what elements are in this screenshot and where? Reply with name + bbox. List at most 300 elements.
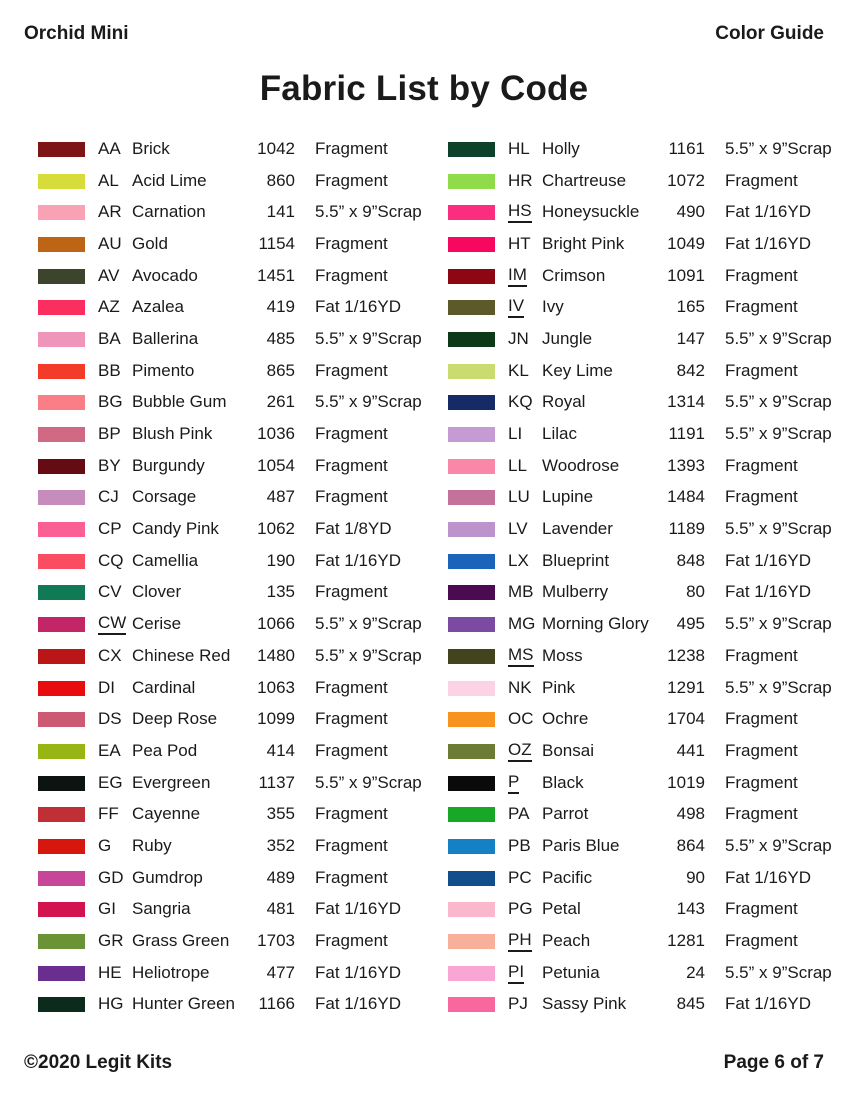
fabric-size: Fragment	[725, 645, 798, 665]
fabric-code: DS	[98, 709, 122, 729]
color-swatch	[38, 585, 85, 600]
color-swatch	[448, 997, 495, 1012]
fabric-number: 1036	[257, 424, 295, 444]
fabric-row	[38, 323, 430, 355]
fabric-name: Key Lime	[542, 360, 613, 380]
fabric-number: 141	[266, 202, 295, 222]
fabric-number: 1189	[668, 519, 705, 539]
page-title: Fabric List by Code	[259, 69, 589, 108]
color-swatch	[38, 490, 85, 505]
fabric-code: DI	[98, 677, 115, 697]
fabric-size: 5.5” x 9”Scrap	[725, 328, 832, 348]
fabric-code: IM	[508, 266, 527, 287]
fabric-size: Fat 1/16YD	[725, 233, 811, 253]
fabric-code: OC	[508, 709, 534, 729]
fabric-row	[448, 608, 840, 640]
fabric-number: 190	[266, 550, 295, 570]
fabric-row	[448, 862, 840, 894]
fabric-code: JN	[508, 328, 529, 348]
fabric-number: 1054	[257, 455, 295, 475]
fabric-row	[448, 767, 840, 799]
fabric-row	[38, 291, 430, 323]
fabric-size: Fragment	[315, 170, 388, 190]
fabric-row	[38, 925, 430, 957]
fabric-name: Petal	[542, 899, 581, 919]
color-swatch	[38, 776, 85, 791]
fabric-row	[38, 894, 430, 926]
color-swatch	[448, 459, 495, 474]
fabric-row	[448, 418, 840, 450]
fabric-code: BP	[98, 424, 121, 444]
fabric-size: Fragment	[315, 804, 388, 824]
fabric-number: 481	[266, 899, 295, 919]
fabric-code: EA	[98, 740, 121, 760]
fabric-code: AZ	[98, 297, 120, 317]
fabric-name: Chartreuse	[542, 170, 627, 190]
fabric-name: Holly	[542, 138, 580, 158]
fabric-name: Royal	[542, 392, 586, 412]
fabric-number: 864	[676, 835, 705, 855]
fabric-code: KQ	[508, 392, 533, 412]
fabric-size: Fragment	[725, 170, 798, 190]
fabric-number: 1099	[257, 709, 295, 729]
fabric-row	[38, 798, 430, 830]
fabric-row	[448, 355, 840, 387]
fabric-code: IV	[508, 297, 524, 318]
fabric-code: EG	[98, 772, 123, 792]
fabric-row	[448, 989, 840, 1021]
fabric-name: Peach	[542, 931, 591, 951]
fabric-column-left	[38, 133, 430, 1020]
fabric-code: BY	[98, 455, 121, 475]
fabric-name: Ivy	[542, 297, 564, 317]
color-swatch	[448, 174, 495, 189]
fabric-row	[448, 133, 840, 165]
fabric-name: Azalea	[132, 297, 184, 317]
color-swatch	[448, 490, 495, 505]
fabric-code: GR	[98, 931, 124, 951]
fabric-name: Gold	[132, 233, 168, 253]
fabric-number: 414	[266, 740, 295, 760]
color-swatch	[38, 807, 85, 822]
color-swatch	[448, 744, 495, 759]
fabric-size: Fat 1/16YD	[315, 962, 401, 982]
fabric-row	[448, 735, 840, 767]
color-swatch	[448, 522, 495, 537]
fabric-size: 5.5” x 9”Scrap	[315, 772, 422, 792]
fabric-name: Burgundy	[132, 455, 205, 475]
fabric-size: Fragment	[725, 709, 798, 729]
fabric-code: PB	[508, 835, 531, 855]
fabric-number: 1066	[257, 614, 295, 634]
fabric-code: LV	[508, 519, 528, 539]
fabric-size: Fragment	[725, 360, 798, 380]
fabric-code: AU	[98, 233, 122, 253]
color-swatch	[38, 997, 85, 1012]
fabric-size: Fragment	[315, 138, 388, 158]
fabric-row	[38, 608, 430, 640]
color-swatch	[38, 617, 85, 632]
fabric-size: 5.5” x 9”Scrap	[725, 424, 832, 444]
fabric-size: Fragment	[725, 931, 798, 951]
fabric-number: 495	[676, 614, 705, 634]
fabric-row	[448, 323, 840, 355]
color-swatch	[448, 142, 495, 157]
color-swatch	[38, 205, 85, 220]
fabric-row	[38, 355, 430, 387]
fabric-code: BA	[98, 328, 121, 348]
color-swatch	[448, 839, 495, 854]
fabric-name: Evergreen	[132, 772, 211, 792]
fabric-code: AA	[98, 138, 121, 158]
fabric-row	[38, 577, 430, 609]
fabric-size: Fat 1/16YD	[725, 994, 811, 1014]
fabric-code: HG	[98, 994, 124, 1014]
fabric-row	[38, 957, 430, 989]
fabric-size: Fat 1/16YD	[725, 867, 811, 887]
color-swatch	[448, 205, 495, 220]
fabric-row	[38, 450, 430, 482]
fabric-name: Clover	[132, 582, 182, 602]
fabric-code: BG	[98, 392, 123, 412]
color-swatch	[38, 142, 85, 157]
fabric-row	[448, 260, 840, 292]
fabric-size: Fat 1/16YD	[725, 582, 811, 602]
color-swatch	[38, 839, 85, 854]
color-swatch	[38, 174, 85, 189]
fabric-row	[448, 894, 840, 926]
fabric-size: Fragment	[725, 297, 798, 317]
fabric-code: BB	[98, 360, 121, 380]
fabric-name: Grass Green	[132, 931, 230, 951]
fabric-number: 848	[676, 550, 705, 570]
fabric-row	[448, 640, 840, 672]
color-swatch	[38, 934, 85, 949]
color-swatch	[38, 427, 85, 442]
fabric-name: Mulberry	[542, 582, 609, 602]
fabric-number: 1704	[667, 709, 705, 729]
fabric-size: 5.5” x 9”Scrap	[725, 835, 832, 855]
fabric-row	[448, 830, 840, 862]
fabric-code: GD	[98, 867, 124, 887]
page-header	[0, 0, 848, 45]
fabric-number: 419	[266, 297, 295, 317]
fabric-row	[38, 767, 430, 799]
fabric-number: 1191	[668, 424, 705, 444]
fabric-row	[38, 228, 430, 260]
fabric-size: 5.5” x 9”Scrap	[315, 614, 422, 634]
fabric-row	[38, 196, 430, 228]
fabric-row	[448, 703, 840, 735]
fabric-number: 1451	[257, 265, 295, 285]
fabric-number: 845	[676, 994, 705, 1014]
fabric-number: 489	[266, 867, 295, 887]
color-swatch	[38, 744, 85, 759]
color-swatch	[38, 902, 85, 917]
fabric-name: Sangria	[132, 899, 191, 919]
fabric-name: Honeysuckle	[542, 202, 640, 222]
fabric-code: G	[98, 835, 112, 855]
fabric-name: Paris Blue	[542, 835, 620, 855]
color-swatch	[448, 934, 495, 949]
color-swatch	[38, 554, 85, 569]
fabric-size: Fat 1/16YD	[315, 550, 401, 570]
fabric-code: MB	[508, 582, 534, 602]
color-swatch	[448, 871, 495, 886]
fabric-name: Heliotrope	[132, 962, 210, 982]
fabric-size: Fragment	[725, 804, 798, 824]
fabric-number: 80	[686, 582, 705, 602]
fabric-name: Petunia	[542, 962, 600, 982]
fabric-name: Deep Rose	[132, 709, 218, 729]
fabric-name: Pacific	[542, 867, 593, 887]
fabric-code: AL	[98, 170, 119, 190]
fabric-list	[0, 133, 848, 1020]
color-swatch	[448, 332, 495, 347]
fabric-number: 1161	[668, 138, 705, 158]
fabric-size: Fragment	[315, 677, 388, 697]
fabric-name: Black	[542, 772, 584, 792]
fabric-size: Fragment	[315, 582, 388, 602]
fabric-row	[448, 387, 840, 419]
fabric-name: Ruby	[132, 835, 172, 855]
fabric-code: LL	[508, 455, 527, 475]
color-swatch	[448, 300, 495, 315]
fabric-code: LU	[508, 487, 530, 507]
fabric-name: Bright Pink	[542, 233, 625, 253]
fabric-number: 1238	[667, 645, 705, 665]
fabric-name: Cayenne	[132, 804, 201, 824]
fabric-code: PG	[508, 899, 533, 919]
fabric-number: 1166	[258, 994, 295, 1014]
fabric-number: 498	[676, 804, 705, 824]
fabric-code: CW	[98, 614, 126, 635]
fabric-code: OZ	[508, 741, 532, 762]
fabric-code: CJ	[98, 487, 119, 507]
fabric-size: Fragment	[315, 265, 388, 285]
fabric-number: 865	[266, 360, 295, 380]
fabric-row	[38, 735, 430, 767]
fabric-size: Fragment	[725, 899, 798, 919]
fabric-size: Fragment	[725, 772, 798, 792]
fabric-row	[38, 989, 430, 1021]
fabric-number: 355	[266, 804, 295, 824]
fabric-row	[38, 672, 430, 704]
fabric-name: Sassy Pink	[542, 994, 627, 1014]
fabric-size: Fragment	[315, 740, 388, 760]
fabric-size: Fragment	[315, 360, 388, 380]
fabric-number: 1480	[257, 645, 295, 665]
fabric-size: Fragment	[725, 487, 798, 507]
fabric-name: Carnation	[132, 202, 206, 222]
fabric-number: 143	[676, 899, 705, 919]
fabric-size: Fragment	[725, 265, 798, 285]
color-swatch	[448, 776, 495, 791]
fabric-number: 1049	[667, 233, 705, 253]
fabric-name: Corsage	[132, 487, 197, 507]
fabric-row	[38, 545, 430, 577]
fabric-number: 1063	[257, 677, 295, 697]
fabric-row	[448, 798, 840, 830]
fabric-code: PA	[508, 804, 530, 824]
color-swatch	[38, 300, 85, 315]
fabric-name: Pink	[542, 677, 576, 697]
fabric-column-right	[448, 133, 840, 1020]
fabric-code: HE	[98, 962, 122, 982]
fabric-code: CP	[98, 519, 122, 539]
fabric-row	[448, 925, 840, 957]
color-swatch	[448, 712, 495, 727]
color-swatch	[38, 395, 85, 410]
fabric-size: Fragment	[315, 709, 388, 729]
fabric-code: P	[508, 773, 519, 794]
color-swatch	[448, 966, 495, 981]
fabric-number: 1072	[667, 170, 705, 190]
fabric-number: 1019	[667, 772, 705, 792]
fabric-size: Fat 1/16YD	[315, 994, 401, 1014]
fabric-size: Fat 1/16YD	[725, 202, 811, 222]
fabric-row	[38, 418, 430, 450]
fabric-size: Fat 1/16YD	[315, 899, 401, 919]
fabric-number: 90	[686, 867, 705, 887]
fabric-code: PH	[508, 931, 532, 952]
fabric-size: Fragment	[315, 931, 388, 951]
fabric-number: 1062	[257, 519, 295, 539]
fabric-size: 5.5” x 9”Scrap	[725, 392, 832, 412]
fabric-size: Fat 1/8YD	[315, 519, 392, 539]
fabric-number: 1137	[258, 772, 295, 792]
color-swatch	[448, 585, 495, 600]
color-swatch	[448, 617, 495, 632]
fabric-code: PJ	[508, 994, 528, 1014]
fabric-size: Fat 1/16YD	[725, 550, 811, 570]
fabric-number: 487	[266, 487, 295, 507]
color-swatch	[38, 269, 85, 284]
fabric-number: 1281	[667, 931, 705, 951]
fabric-number: 842	[676, 360, 705, 380]
fabric-row	[38, 482, 430, 514]
fabric-size: Fragment	[315, 487, 388, 507]
fabric-number: 860	[266, 170, 295, 190]
color-swatch	[38, 459, 85, 474]
fabric-size: 5.5” x 9”Scrap	[315, 645, 422, 665]
color-swatch	[38, 712, 85, 727]
fabric-size: 5.5” x 9”Scrap	[725, 614, 832, 634]
fabric-code: AV	[98, 265, 120, 285]
fabric-code: CQ	[98, 550, 124, 570]
fabric-name: Candy Pink	[132, 519, 219, 539]
fabric-size: Fragment	[315, 867, 388, 887]
fabric-number: 477	[266, 962, 295, 982]
color-swatch	[38, 237, 85, 252]
fabric-number: 490	[676, 202, 705, 222]
fabric-name: Brick	[132, 138, 170, 158]
fabric-number: 441	[676, 740, 705, 760]
fabric-number: 1091	[667, 265, 705, 285]
fabric-name: Gumdrop	[132, 867, 203, 887]
fabric-size: Fragment	[725, 455, 798, 475]
fabric-number: 1393	[667, 455, 705, 475]
fabric-name: Bonsai	[542, 740, 594, 760]
fabric-name: Parrot	[542, 804, 589, 824]
color-swatch	[448, 681, 495, 696]
fabric-row	[38, 165, 430, 197]
fabric-name: Pea Pod	[132, 740, 198, 760]
fabric-code: AR	[98, 202, 122, 222]
fabric-name: Woodrose	[542, 455, 620, 475]
fabric-name: Acid Lime	[132, 170, 207, 190]
color-swatch	[38, 364, 85, 379]
fabric-row	[448, 291, 840, 323]
fabric-name: Bubble Gum	[132, 392, 227, 412]
fabric-code: PI	[508, 963, 524, 984]
fabric-row	[448, 513, 840, 545]
color-swatch	[38, 871, 85, 886]
fabric-number: 1314	[667, 392, 705, 412]
fabric-name: Lavender	[542, 519, 613, 539]
fabric-size: Fragment	[315, 424, 388, 444]
fabric-number: 1484	[667, 487, 705, 507]
fabric-row	[38, 260, 430, 292]
fabric-size: Fragment	[315, 835, 388, 855]
fabric-row	[448, 228, 840, 260]
fabric-size: Fragment	[725, 740, 798, 760]
color-swatch	[38, 649, 85, 664]
fabric-name: Lupine	[542, 487, 594, 507]
fabric-name: Lilac	[542, 424, 577, 444]
fabric-code: PC	[508, 867, 532, 887]
fabric-size: 5.5” x 9”Scrap	[725, 519, 832, 539]
fabric-code: NK	[508, 677, 532, 697]
fabric-name: Avocado	[132, 265, 198, 285]
fabric-name: Jungle	[542, 328, 593, 348]
fabric-size: 5.5” x 9”Scrap	[725, 138, 832, 158]
fabric-row	[448, 957, 840, 989]
fabric-name: Crimson	[542, 265, 606, 285]
fabric-code: MG	[508, 614, 536, 634]
fabric-size: 5.5” x 9”Scrap	[315, 392, 422, 412]
fabric-code: CX	[98, 645, 122, 665]
fabric-code: GI	[98, 899, 116, 919]
fabric-number: 165	[676, 297, 705, 317]
fabric-row	[448, 165, 840, 197]
color-swatch	[448, 364, 495, 379]
copyright: ©2020 Legit Kits	[24, 1052, 173, 1073]
project-name: Orchid Mini	[24, 23, 129, 44]
fabric-number: 24	[686, 962, 705, 982]
color-swatch	[448, 649, 495, 664]
color-swatch	[448, 237, 495, 252]
fabric-code: HS	[508, 202, 532, 223]
color-swatch	[448, 269, 495, 284]
fabric-number: 135	[266, 582, 295, 602]
fabric-row	[38, 513, 430, 545]
fabric-code: CV	[98, 582, 122, 602]
color-swatch	[38, 332, 85, 347]
fabric-size: 5.5” x 9”Scrap	[725, 677, 832, 697]
color-swatch	[38, 522, 85, 537]
color-swatch	[448, 395, 495, 410]
fabric-number: 1291	[667, 677, 705, 697]
fabric-code: MS	[508, 646, 534, 667]
fabric-number: 261	[266, 392, 295, 412]
fabric-code: HT	[508, 233, 531, 253]
fabric-name: Morning Glory	[542, 614, 649, 634]
fabric-name: Pimento	[132, 360, 195, 380]
fabric-code: LI	[508, 424, 523, 444]
fabric-number: 485	[266, 328, 295, 348]
fabric-row	[448, 196, 840, 228]
